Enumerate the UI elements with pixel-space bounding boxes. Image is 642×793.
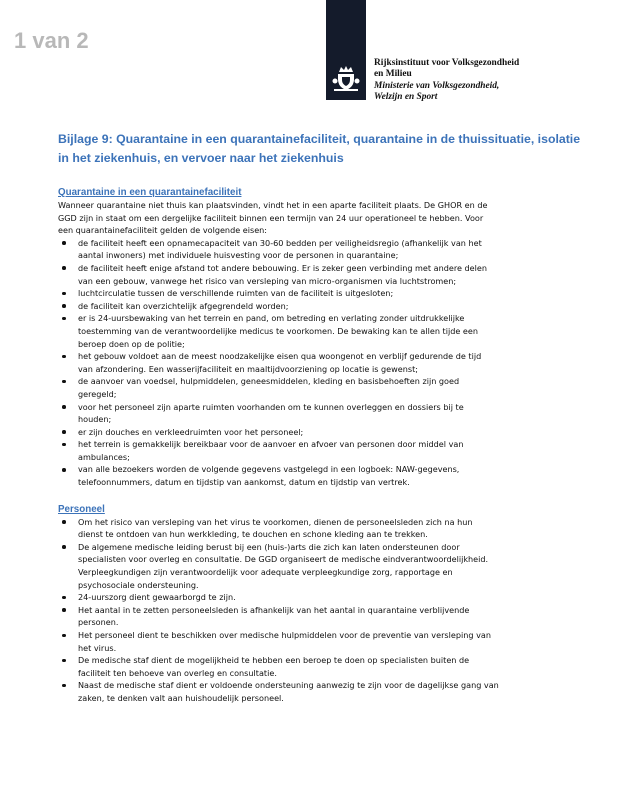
list-item: er is 24-uursbewaking van het terrein en pand, om betreding en verlating zonder uitdrukkelijke toestemming van de verantwoordelijke medicus te voorkomen. De bewaking kan te allen tijde een beroep doen op de politie; — [58, 312, 598, 350]
requirements-list — [58, 237, 598, 489]
list-item: Het aantal in te zetten personeelsleden is afhankelijk van het aantal in quarantaine verblijvende personen. — [58, 604, 598, 629]
list-item: Het personeel dient te beschikken over medische hulpmiddelen voor de preventie van versleping van het virus. — [58, 629, 598, 654]
organization-name — [374, 58, 624, 104]
org-line: Rijksinstituut voor Volksgezondheid — [374, 58, 520, 68]
crown-emblem-icon — [331, 63, 361, 93]
document-body — [58, 186, 598, 705]
personnel-list — [58, 516, 598, 705]
list-item: de faciliteit kan overzichtelijk afgegrendeld worden; — [58, 300, 598, 313]
list-item: De algemene medische leiding berust bij een (huis-)arts die zich kan laten ondersteunen door specialisten voor overleg en consultatie. De GGD organiseert de medische eindverantwoordelijkheid. Verpleegkundigen zijn verantwoordelijk voor adequate verpleegkundige zorg, rapportage en psychosociale ondersteuning. — [58, 541, 598, 591]
list-item: Om het risico van versleping van het virus te voorkomen, dienen de personeelsleden zich na hun dienst te ontdoen van hun werkkleding, te douchen en schone kleding aan te trekken. — [58, 516, 598, 541]
org-line: Ministerie van Volksgezondheid, — [374, 80, 500, 91]
list-item: de faciliteit heeft enige afstand tot andere bebouwing. Er is zeker geen verbinding met andere delen van een gebouw, vanwege het risico van versleping van micro-organismen via luchtstromen; — [58, 262, 598, 287]
list-item: er zijn douches en verkleedruimten voor het personeel; — [58, 426, 598, 439]
list-item: het gebouw voldoet aan de meest noodzakelijke eisen qua woongenot en verblijf gedurende de tijd van afzondering. Een wasserijfaciliteit en maaltijdvoorziening op locatie is gewenst; — [58, 350, 598, 375]
document-title: Bijlage 9: Quarantaine in een quarantainefaciliteit, quarantaine in de thuissituatie, isolatie in het ziekenhuis, en vervoer naar het ziekenhuis — [58, 132, 581, 165]
list-item: de aanvoer van voedsel, hulpmiddelen, geneesmiddelen, kleding en basisbehoeften zijn goed geregeld; — [58, 375, 598, 400]
list-item: luchtcirculatie tussen de verschillende ruimten van de faciliteit is uitgesloten; — [58, 287, 598, 300]
list-item: 24-uurszorg dient gewaarborgd te zijn. — [58, 591, 598, 604]
section-heading: Personeel — [58, 503, 105, 515]
org-line: en Milieu — [374, 69, 412, 80]
section-intro: Wanneer quarantaine niet thuis kan plaatsvinden, vindt het in een aparte faciliteit plaats. De GHOR en de GGD zijn in staat om een dergelijke faciliteit binnen een termijn van 24 uur operationeel te hebben. Voor een quarantainefaciliteit gelden de volgende eisen: — [58, 200, 488, 236]
list-item: Naast de medische staf dient er voldoende ondersteuning aanwezig te zijn voor de dagelijkse gang van zaken, te denken valt aan huishoudelijk personeel. — [58, 679, 598, 704]
org-line: Welzijn en Sport — [374, 92, 438, 103]
list-item: voor het personeel zijn aparte ruimten voorhanden om te kunnen overleggen en dossiers bij te houden; — [58, 401, 598, 426]
section-heading: Quarantaine in een quarantainefaciliteit — [58, 187, 242, 198]
section-quarantine-facility — [58, 186, 598, 489]
section-personnel — [58, 503, 598, 705]
list-item: van alle bezoekers worden de volgende gegevens vastgelegd in een logboek: NAW-gegevens, telefoonnummers, datum en tijdstip van aankomst, datum en tijdstip van vertrek. — [58, 463, 598, 488]
list-item: de faciliteit heeft een opnamecapaciteit van 30-60 bedden per veiligheidsregio (afhankelijk van het aantal inwoners) met individuele huisvesting voor de personen in quarantaine; — [58, 237, 598, 262]
page-indicator: 1 van 2 — [14, 28, 89, 53]
list-item: het terrein is gemakkelijk bereikbaar voor de aanvoer en afvoer van personen door middel van ambulances; — [58, 438, 598, 463]
list-item: De medische staf dient de mogelijkheid te hebben een beroep te doen op specialisten buiten de faciliteit ten behoeve van overleg en consultatie. — [58, 654, 598, 679]
